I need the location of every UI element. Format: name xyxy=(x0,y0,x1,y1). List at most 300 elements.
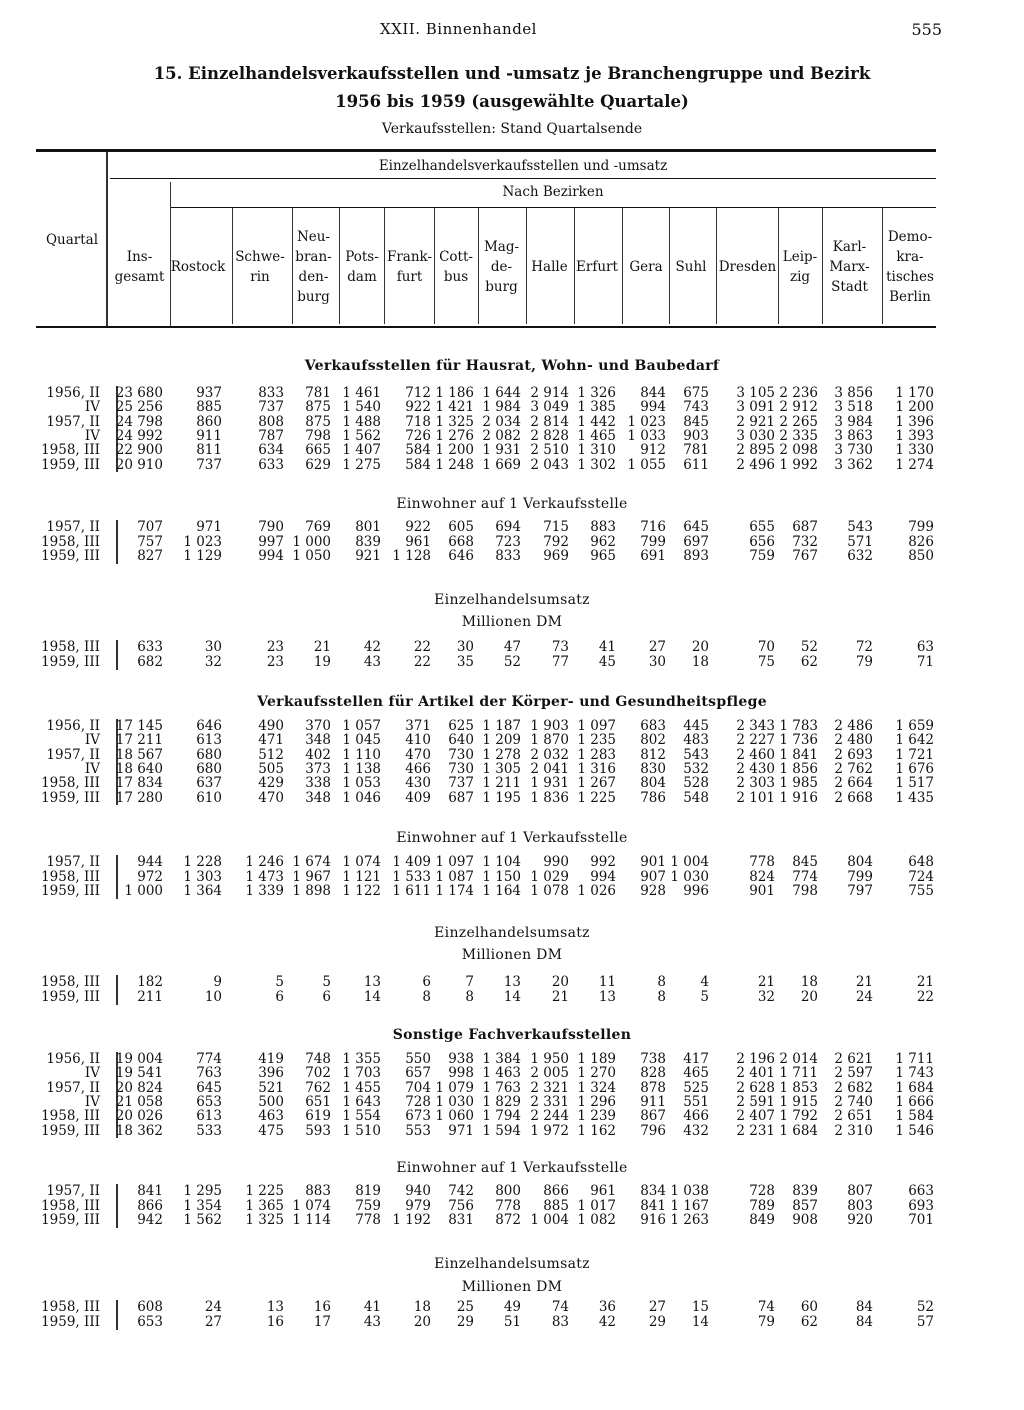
table-cell: 971 xyxy=(196,519,222,535)
column-header-line: Suhl xyxy=(675,259,707,275)
table-cell: 1 455 xyxy=(342,1079,381,1096)
table-cell: 938 xyxy=(448,1051,474,1067)
table-cell: 490 xyxy=(258,718,284,734)
table-cell: 1 540 xyxy=(342,399,381,416)
table-row xyxy=(0,655,1024,669)
column-header-line: bus xyxy=(443,269,469,285)
table-cell: 1 004 xyxy=(670,854,709,870)
column-header-line: burg xyxy=(297,289,330,305)
table-cell: 20 xyxy=(800,989,818,1005)
table-cell: 16 xyxy=(313,1299,331,1315)
table-cell: 525 xyxy=(683,1079,709,1096)
table-cell: 1 295 xyxy=(183,1183,222,1199)
table-cell: 834 xyxy=(640,1183,666,1199)
row-quartal: 1957, II xyxy=(46,413,100,430)
table-row xyxy=(0,884,1024,898)
table-cell: 730 xyxy=(448,760,474,777)
table-cell: 675 xyxy=(683,385,709,401)
table-cell: 593 xyxy=(305,1122,331,1139)
table-cell: 1 339 xyxy=(245,883,284,899)
column-header-line: Leip- xyxy=(782,249,818,265)
table-cell: 718 xyxy=(405,413,431,430)
section-unit: Millionen DM xyxy=(461,614,563,630)
row-quartal: 1959, III xyxy=(41,548,100,564)
table-cell: 396 xyxy=(258,1065,284,1082)
table-cell: 348 xyxy=(305,789,331,806)
table-cell: 1 533 xyxy=(392,868,431,885)
table-cell: 1 643 xyxy=(342,1093,381,1110)
table-cell: 72 xyxy=(855,639,873,655)
table-cell: 1 354 xyxy=(183,1197,222,1214)
column-header-line: Stadt xyxy=(831,279,868,295)
table-cell: 402 xyxy=(305,746,331,763)
table-cell: 18 567 xyxy=(115,746,163,763)
table-cell: 637 xyxy=(196,775,222,792)
table-cell: 1 074 xyxy=(292,1197,331,1214)
table-row xyxy=(0,429,1024,443)
table-row xyxy=(0,1315,1024,1329)
table-cell: 1 703 xyxy=(342,1065,381,1082)
section-title: Einzelhandelsumsatz xyxy=(434,1256,590,1272)
table-cell: 470 xyxy=(405,746,431,763)
table-cell: 21 xyxy=(551,989,569,1005)
table-cell: 994 xyxy=(640,399,666,416)
table-cell: 2 335 xyxy=(779,427,818,444)
table-cell: 1 642 xyxy=(895,732,934,749)
table-cell: 75 xyxy=(757,654,775,670)
table-cell: 182 xyxy=(137,974,163,990)
column-header xyxy=(882,227,938,307)
table-cell: 1 079 xyxy=(435,1079,474,1096)
row-quartal: 1958, III xyxy=(41,1197,100,1214)
column-header-line: Neu- xyxy=(296,229,331,245)
table-cell: 6 xyxy=(275,989,284,1005)
column-header xyxy=(574,257,620,277)
table-cell: 432 xyxy=(683,1122,709,1139)
table-cell: 13 xyxy=(266,1299,284,1315)
table-cell: 23 680 xyxy=(115,385,163,401)
table-cell: 13 xyxy=(363,974,381,990)
table-cell: 683 xyxy=(640,718,666,734)
table-cell: 742 xyxy=(448,1183,474,1199)
table-cell: 45 xyxy=(598,654,616,670)
table-cell: 872 xyxy=(495,1212,521,1228)
table-cell: 21 xyxy=(757,974,775,990)
table-cell: 893 xyxy=(683,548,709,564)
table-cell: 74 xyxy=(551,1299,569,1315)
table-cell: 52 xyxy=(916,1299,934,1315)
table-cell: 1 017 xyxy=(577,1197,616,1214)
table-cell: 632 xyxy=(847,548,873,564)
table-cell: 17 xyxy=(313,1314,331,1330)
table-cell: 1 248 xyxy=(435,456,474,473)
table-cell: 707 xyxy=(137,519,163,535)
table-cell: 419 xyxy=(258,1051,284,1067)
table-cell: 19 xyxy=(313,654,331,670)
table-cell: 800 xyxy=(495,1183,521,1199)
table-cell: 1 192 xyxy=(392,1212,431,1228)
table-row xyxy=(0,733,1024,747)
table-cell: 2 227 xyxy=(736,732,775,749)
table-cell: 14 xyxy=(691,1314,709,1330)
column-header-line: zig xyxy=(789,269,811,285)
table-cell: 471 xyxy=(258,732,284,749)
table-cell: 1 122 xyxy=(342,883,381,899)
table-cell: 466 xyxy=(405,760,431,777)
table-row xyxy=(0,1095,1024,1109)
table-cell: 839 xyxy=(792,1183,818,1199)
table-cell: 701 xyxy=(908,1212,934,1228)
table-cell: 465 xyxy=(683,1065,709,1082)
table-cell: 668 xyxy=(448,533,474,550)
table-cell: 1 310 xyxy=(577,442,616,459)
table-cell: 737 xyxy=(448,775,474,792)
table-cell: 24 xyxy=(204,1299,222,1315)
table-cell: 1 000 xyxy=(292,533,331,550)
table-cell: 29 xyxy=(648,1314,666,1330)
column-header xyxy=(622,257,670,277)
column-header-line: Schwe- xyxy=(235,249,285,265)
table-cell: 36 xyxy=(598,1299,616,1315)
table-cell: 1 870 xyxy=(530,732,569,749)
table-cell: 969 xyxy=(543,548,569,564)
table-cell: 2 621 xyxy=(834,1051,873,1067)
column-header-line: Halle xyxy=(531,259,568,275)
table-row xyxy=(0,1124,1024,1138)
table-cell: 875 xyxy=(305,399,331,416)
table-cell: 1 763 xyxy=(482,1079,521,1096)
table-cell: 866 xyxy=(137,1197,163,1214)
table-cell: 2 043 xyxy=(530,456,569,473)
table-cell: 2 480 xyxy=(834,732,873,749)
table-cell: 1 841 xyxy=(779,746,818,763)
column-header-line: Rostock xyxy=(170,259,226,275)
section-title: Verkaufsstellen für Artikel der Körper- und Gesundheitspflege xyxy=(257,694,767,710)
column-header xyxy=(822,237,877,297)
table-cell: 23 xyxy=(266,654,284,670)
table-cell: 30 xyxy=(648,654,666,670)
table-cell: 759 xyxy=(355,1197,381,1214)
table-cell: 521 xyxy=(258,1079,284,1096)
table-cell: 1 676 xyxy=(895,760,934,777)
table-cell: 697 xyxy=(683,533,709,550)
table-cell: 866 xyxy=(543,1183,569,1199)
table-cell: 27 xyxy=(204,1314,222,1330)
table-row xyxy=(0,1199,1024,1213)
row-quartal: IV xyxy=(84,1065,100,1082)
table-cell: 512 xyxy=(258,746,284,763)
table-cell: 972 xyxy=(137,868,163,885)
row-quartal: 1956, II xyxy=(46,385,100,401)
table-cell: 18 xyxy=(800,974,818,990)
table-cell: 1 992 xyxy=(779,456,818,473)
table-cell: 1 669 xyxy=(482,456,521,473)
table-cell: 1 174 xyxy=(435,883,474,899)
row-quartal: 1957, II xyxy=(46,519,100,535)
table-row xyxy=(0,415,1024,429)
table-cell: 1 488 xyxy=(342,413,381,430)
table-cell: 833 xyxy=(495,548,521,564)
row-quartal: 1956, II xyxy=(46,718,100,734)
table-cell: 962 xyxy=(590,533,616,550)
column-header-line: Cott- xyxy=(439,249,473,265)
table-cell: 550 xyxy=(405,1051,431,1067)
table-cell: 819 xyxy=(355,1183,381,1199)
column-header xyxy=(232,247,288,287)
table-row xyxy=(0,458,1024,472)
table-cell: 726 xyxy=(405,427,431,444)
table-cell: 1 674 xyxy=(292,854,331,870)
table-cell: 748 xyxy=(305,1051,331,1067)
column-header xyxy=(716,257,779,277)
table-cell: 759 xyxy=(749,548,775,564)
column-header-line: Marx- xyxy=(829,259,870,275)
table-cell: 653 xyxy=(137,1314,163,1330)
table-cell: 1 239 xyxy=(577,1108,616,1125)
table-row xyxy=(0,1184,1024,1198)
table-cell: 804 xyxy=(640,775,666,792)
table-cell: 8 xyxy=(422,989,431,1005)
table-cell: 1 302 xyxy=(577,456,616,473)
table-cell: 23 xyxy=(266,639,284,655)
table-cell: 1 792 xyxy=(779,1108,818,1125)
row-quartal: 1959, III xyxy=(41,1314,100,1330)
table-row xyxy=(0,520,1024,534)
table-cell: 1 325 xyxy=(435,413,474,430)
table-cell: 1 235 xyxy=(577,732,616,749)
table-cell: 2 034 xyxy=(482,413,521,430)
section-title: Einzelhandelsumsatz xyxy=(434,925,590,941)
table-cell: 743 xyxy=(683,399,709,416)
table-cell: 2 236 xyxy=(779,385,818,401)
table-cell: 841 xyxy=(137,1183,163,1199)
table-cell: 1 465 xyxy=(577,427,616,444)
table-cell: 1 546 xyxy=(895,1122,934,1139)
table-cell: 584 xyxy=(405,442,431,459)
row-quartal: 1959, III xyxy=(41,1212,100,1228)
table-cell: 998 xyxy=(448,1065,474,1082)
table-cell: 8 xyxy=(465,989,474,1005)
table-cell: 1 275 xyxy=(342,456,381,473)
table-cell: 27 xyxy=(648,1299,666,1315)
table-cell: 728 xyxy=(749,1183,775,1199)
table-cell: 716 xyxy=(640,519,666,535)
table-cell: 1 326 xyxy=(577,385,616,401)
table-cell: 1 421 xyxy=(435,399,474,416)
column-header-line: rin xyxy=(250,269,270,285)
table-cell: 10 xyxy=(204,989,222,1005)
table-cell: 724 xyxy=(908,868,934,885)
column-header xyxy=(384,247,435,287)
table-title: 15. Einzelhandelsverkaufsstellen und -umsatz je Branchengruppe und Bezirk xyxy=(153,64,871,83)
table-cell: 979 xyxy=(405,1197,431,1214)
table-cell: 702 xyxy=(305,1065,331,1082)
table-cell: 3 362 xyxy=(834,456,873,473)
bezirke-header: Nach Bezirken xyxy=(502,184,604,200)
table-cell: 20 xyxy=(691,639,709,655)
table-cell: 1 461 xyxy=(342,385,381,401)
table-cell: 1 278 xyxy=(482,746,521,763)
table-row xyxy=(0,549,1024,563)
table-cell: 1 644 xyxy=(482,385,521,401)
table-cell: 1 407 xyxy=(342,442,381,459)
column-header xyxy=(478,237,525,297)
table-cell: 1 384 xyxy=(482,1051,521,1067)
table-cell: 883 xyxy=(305,1183,331,1199)
table-cell: 687 xyxy=(792,519,818,535)
table-cell: 799 xyxy=(847,868,873,885)
table-cell: 857 xyxy=(792,1197,818,1214)
table-cell: 63 xyxy=(916,639,934,655)
table-cell: 655 xyxy=(749,519,775,535)
column-header-line: burg xyxy=(485,279,518,295)
table-cell: 656 xyxy=(749,533,775,550)
table-cell: 84 xyxy=(855,1299,873,1315)
table-cell: 828 xyxy=(640,1065,666,1082)
table-cell: 839 xyxy=(355,533,381,550)
table-cell: 1 030 xyxy=(670,868,709,885)
table-cell: 803 xyxy=(847,1197,873,1214)
table-row xyxy=(0,1213,1024,1227)
table-cell: 1 078 xyxy=(530,883,569,899)
table-cell: 429 xyxy=(258,775,284,792)
table-cell: 543 xyxy=(847,519,873,535)
table-cell: 13 xyxy=(503,974,521,990)
section-title: Einzelhandelsumsatz xyxy=(434,592,590,608)
row-quartal: IV xyxy=(84,732,100,749)
table-cell: 885 xyxy=(543,1197,569,1214)
table-cell: 1 684 xyxy=(895,1079,934,1096)
table-cell: 1 442 xyxy=(577,413,616,430)
table-cell: 1 836 xyxy=(530,789,569,806)
table-cell: 798 xyxy=(305,427,331,444)
table-cell: 18 640 xyxy=(115,760,163,777)
table-cell: 922 xyxy=(405,399,431,416)
table-cell: 8 xyxy=(657,989,666,1005)
table-cell: 781 xyxy=(305,385,331,401)
table-cell: 2 912 xyxy=(779,399,818,416)
table-cell: 1 711 xyxy=(895,1051,934,1067)
table-cell: 922 xyxy=(405,519,431,535)
table-cell: 21 xyxy=(916,974,934,990)
table-cell: 786 xyxy=(640,789,666,806)
table-cell: 30 xyxy=(204,639,222,655)
table-row xyxy=(0,400,1024,414)
table-cell: 466 xyxy=(683,1108,709,1125)
table-cell: 1 898 xyxy=(292,883,331,899)
table-cell: 417 xyxy=(683,1051,709,1067)
table-cell: 691 xyxy=(640,548,666,564)
table-cell: 17 211 xyxy=(115,732,163,749)
table-cell: 2 082 xyxy=(482,427,521,444)
table-cell: 2 407 xyxy=(736,1108,775,1125)
column-header-line: Frank- xyxy=(386,249,433,265)
table-cell: 43 xyxy=(363,1314,381,1330)
table-cell: 47 xyxy=(503,639,521,655)
table-cell: 32 xyxy=(204,654,222,670)
table-cell: 25 256 xyxy=(115,399,163,416)
table-cell: 528 xyxy=(683,775,709,792)
table-cell: 798 xyxy=(792,883,818,899)
table-cell: 646 xyxy=(448,548,474,564)
table-cell: 907 xyxy=(640,868,666,885)
table-cell: 3 730 xyxy=(834,442,873,459)
table-cell: 833 xyxy=(258,385,284,401)
table-cell: 673 xyxy=(405,1108,431,1125)
table-cell: 348 xyxy=(305,732,331,749)
table-cell: 20 xyxy=(551,974,569,990)
table-cell: 807 xyxy=(847,1183,873,1199)
table-cell: 878 xyxy=(640,1079,666,1096)
table-cell: 885 xyxy=(196,399,222,416)
table-cell: 845 xyxy=(683,413,709,430)
table-cell: 797 xyxy=(847,883,873,899)
table-cell: 2 628 xyxy=(736,1079,775,1096)
table-cell: 723 xyxy=(495,533,521,550)
table-cell: 2 005 xyxy=(530,1065,569,1082)
table-cell: 633 xyxy=(258,456,284,473)
table-cell: 2 895 xyxy=(736,442,775,459)
table-cell: 2 814 xyxy=(530,413,569,430)
table-row xyxy=(0,990,1024,1004)
row-quartal: 1958, III xyxy=(41,974,100,990)
table-cell: 804 xyxy=(847,854,873,870)
group-header: Einzelhandelsverkaufsstellen und -umsatz xyxy=(378,158,668,174)
table-cell: 2 496 xyxy=(736,456,775,473)
table-cell: 371 xyxy=(405,718,431,734)
table-cell: 801 xyxy=(355,519,381,535)
table-row xyxy=(0,386,1024,400)
table-cell: 6 xyxy=(322,989,331,1005)
table-cell: 1 659 xyxy=(895,718,934,734)
table-cell: 1 082 xyxy=(577,1212,616,1228)
table-cell: 942 xyxy=(137,1212,163,1228)
table-cell: 790 xyxy=(258,519,284,535)
table-cell: 1 045 xyxy=(342,732,381,749)
table-cell: 849 xyxy=(749,1212,775,1228)
table-cell: 62 xyxy=(800,1314,818,1330)
table-cell: 693 xyxy=(908,1197,934,1214)
table-cell: 2 231 xyxy=(736,1122,775,1139)
table-cell: 5 xyxy=(275,974,284,990)
table-cell: 1 684 xyxy=(779,1122,818,1139)
table-cell: 1 853 xyxy=(779,1079,818,1096)
table-cell: 18 xyxy=(413,1299,431,1315)
table-cell: 1 283 xyxy=(577,746,616,763)
table-cell: 14 xyxy=(363,989,381,1005)
table-cell: 1 225 xyxy=(577,789,616,806)
table-cell: 1 138 xyxy=(342,760,381,777)
table-cell: 961 xyxy=(405,533,431,550)
table-cell: 799 xyxy=(908,519,934,535)
table-cell: 824 xyxy=(749,868,775,885)
table-cell: 79 xyxy=(757,1314,775,1330)
table-cell: 850 xyxy=(908,548,934,564)
table-cell: 70 xyxy=(757,639,775,655)
table-row xyxy=(0,855,1024,869)
table-cell: 2 510 xyxy=(530,442,569,459)
table-cell: 445 xyxy=(683,718,709,734)
column-header-line: bran- xyxy=(295,249,332,265)
section-title: Einwohner auf 1 Verkaufsstelle xyxy=(396,830,628,846)
row-quartal: 1959, III xyxy=(41,789,100,806)
table-cell: 732 xyxy=(792,533,818,550)
row-quartal: 1959, III xyxy=(41,654,100,670)
table-cell: 1 794 xyxy=(482,1108,521,1125)
table-cell: 2 693 xyxy=(834,746,873,763)
table-cell: 789 xyxy=(749,1197,775,1214)
row-quartal: 1958, III xyxy=(41,868,100,885)
